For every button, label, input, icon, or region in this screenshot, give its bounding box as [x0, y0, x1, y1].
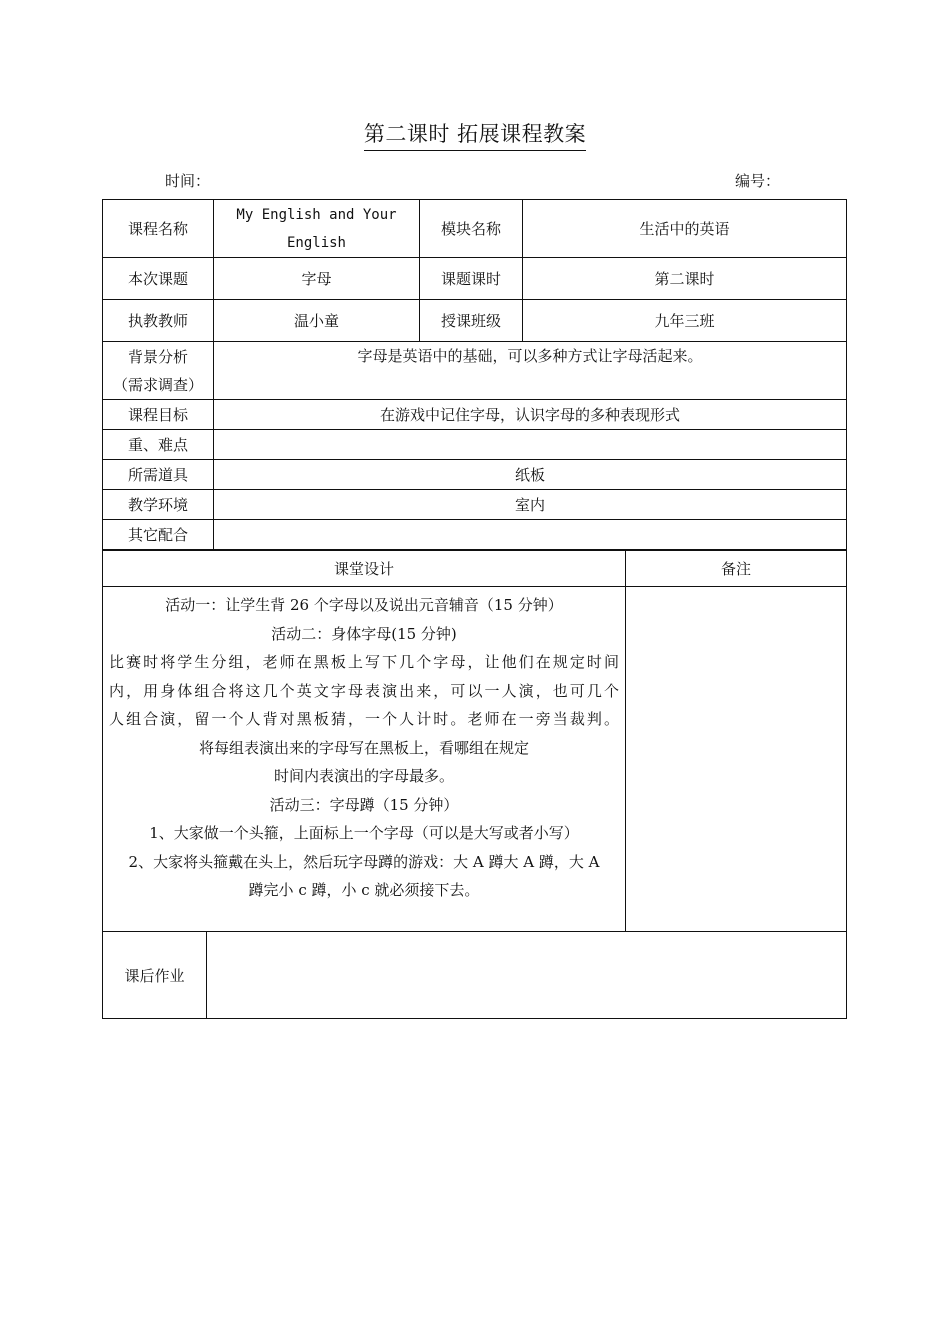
page-title-text: 第二课时 拓展课程教案 [364, 118, 586, 151]
goal-value: 在游戏中记住字母，认识字母的多种表现形式 [214, 400, 847, 430]
table-row [103, 300, 847, 342]
goal-label: 课程目标 [103, 400, 214, 430]
teacher-label: 执教教师 [103, 300, 214, 342]
props-label: 所需道具 [103, 460, 214, 490]
design-line: 活动二：身体字母(15 分钟) [271, 624, 457, 643]
period-value: 第二课时 [523, 258, 847, 300]
key-points-value [214, 430, 847, 460]
notes-content [626, 587, 847, 932]
course-name-value [214, 200, 420, 258]
design-content [103, 587, 626, 932]
environment-value: 室内 [214, 490, 847, 520]
design-line: 比赛时将学生分组，老师在黑板上写下几个字母，让他们在规定时间 [109, 653, 619, 671]
module-label: 模块名称 [420, 200, 523, 258]
topic-value: 字母 [214, 258, 420, 300]
table-row [103, 520, 847, 550]
design-line: 2、大家将头箍戴在头上，然后玩字母蹲的游戏：大 A 蹲大 A 蹲，大 A [128, 852, 600, 871]
number-label: 编号： [735, 172, 781, 190]
background-label [103, 342, 214, 400]
table-row [103, 460, 847, 490]
notes-header: 备注 [626, 551, 847, 587]
design-line: 时间内表演出的字母最多。 [273, 767, 454, 785]
period-label: 课题课时 [420, 258, 523, 300]
homework-table [102, 931, 847, 1019]
table-row [103, 258, 847, 300]
table-row [103, 551, 847, 587]
environment-label: 教学环境 [103, 490, 214, 520]
key-points-label: 重、难点 [103, 430, 214, 460]
design-line: 人组合演，留一个人背对黑板猜，一个人计时。老师在一旁当裁判。 [109, 710, 619, 728]
time-label: 时间： [165, 172, 211, 190]
topic-label: 本次课题 [103, 258, 214, 300]
table-row [103, 430, 847, 460]
table-row [103, 490, 847, 520]
design-line: 活动一：让学生背 26 个字母以及说出元音辅音（15 分钟） [165, 596, 563, 614]
course-name-line-2: English [286, 234, 346, 251]
class-label: 授课班级 [420, 300, 523, 342]
table-row [103, 400, 847, 430]
course-name-line-1: My English and Your [236, 206, 397, 223]
class-value: 九年三班 [523, 300, 847, 342]
design-header: 课堂设计 [103, 551, 626, 587]
table-row [103, 587, 847, 932]
other-value [214, 520, 847, 550]
course-name-label: 课程名称 [103, 200, 214, 258]
teacher-value: 温小童 [214, 300, 420, 342]
design-line: 蹲完小 c 蹲，小 c 就必须接下去。 [248, 881, 480, 899]
module-value: 生活中的英语 [523, 200, 847, 258]
homework-value [207, 932, 847, 1019]
design-line: 内，用身体组合将这几个英文字母表演出来，可以一人演，也可几个 [109, 681, 619, 700]
course-info-table [102, 199, 847, 550]
table-row [103, 200, 847, 258]
design-line: 1、大家做一个头箍，上面标上一个字母（可以是大写或者小写） [149, 824, 579, 842]
props-value: 纸板 [214, 460, 847, 490]
design-line: 活动三：字母蹲（15 分钟） [269, 795, 459, 814]
class-design-table [102, 550, 847, 932]
design-line: 将每组表演出来的字母写在黑板上，看哪组在规定 [198, 738, 529, 757]
background-value: 字母是英语中的基础，可以多种方式让字母活起来。 [214, 342, 847, 400]
page-title [0, 118, 950, 151]
homework-label: 课后作业 [103, 932, 207, 1019]
table-row [103, 342, 847, 400]
background-label-line-2: （需求调查） [112, 375, 203, 394]
background-label-line-1: 背景分析 [127, 347, 188, 366]
table-row [103, 932, 847, 1019]
other-label: 其它配合 [103, 520, 214, 550]
